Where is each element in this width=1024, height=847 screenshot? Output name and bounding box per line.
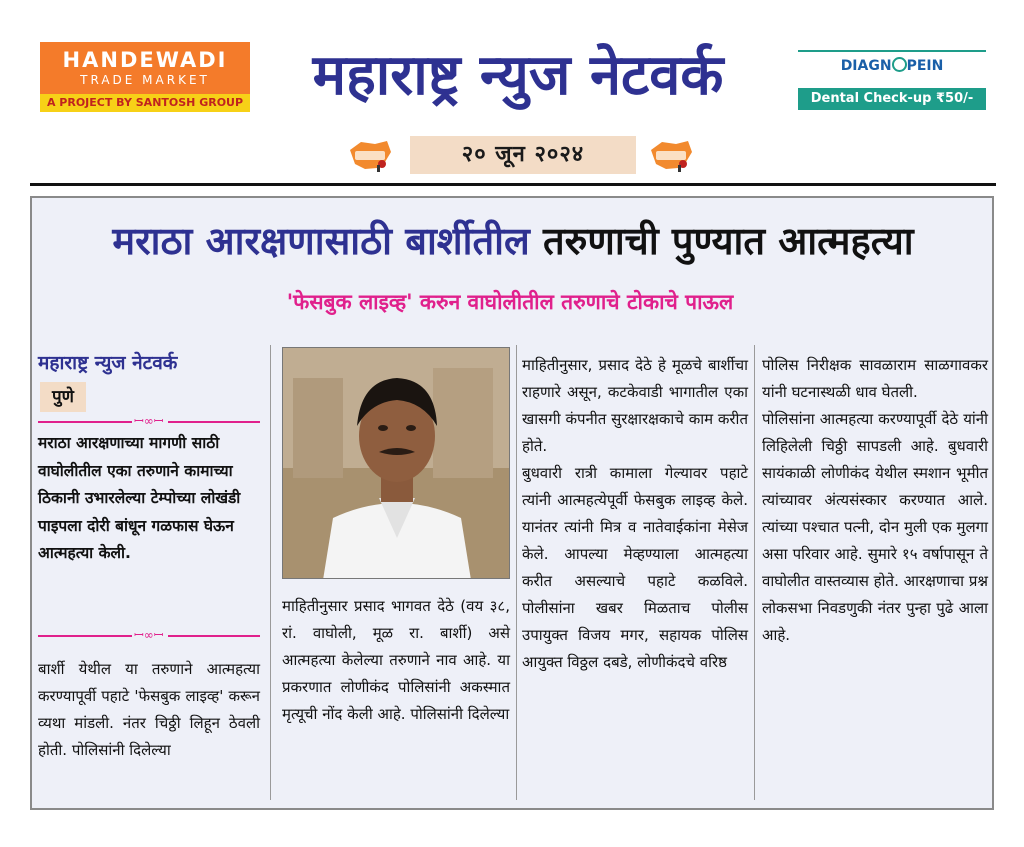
column-3-paragraph-2: बुधवारी रात्री कामाला गेल्यावर पहाटे त्यांनी आत्महत्येपूर्वी फेसबुक लाइव्ह केले. यानंतर त्यांनी मित्र व नातेवाईकांना मेसेज केले. आपल्या मेव्हण्याला आत्महत्या करीत असल्याचे पहाटे कळविले. पोलीसांना खबर मिळताच पोलीस उपायुक्त विजय मगर, सहायक पोलिस आयुक्त विठ्ठल दबडे, लोणीकंदचे वरिष्ठ [522, 464, 748, 671]
brand-suffix: PEIN [906, 58, 944, 74]
news-logo-right-icon [648, 138, 694, 172]
column-4-paragraph-2: पोलिसांना आत्महत्या करण्यापूर्वी देठे यांनी लिहिलेली चिठ्ठी सापडली आहे. बुधवारी सायंकाळी लोणीकंद येथील स्मशान भूमीत त्यांच्यावर अंत्यसंस्कार करण्यात आले. त्यांच्या पश्चात पत्नी, दोन मुली एक मुलगा असा परिवार आहे. सुमारे १५ वर्षापासून ते वाघोलीत वास्तव्यास होते. आरक्षणाचा प्रश्न लोकसभा निवडणुकी नंतर पुन्हा पुढे आला आहे. [762, 410, 988, 644]
column-2-paragraph: माहितीनुसार प्रसाद भागवत देठे (वय ३८, रां. वाघोली, मूळ रा. बार्शी) असे आत्महत्या केलेल्या तरुणाने नाव आहे. या प्रकरणात लोणीकंद पोलिसांनी अकस्मात मृत्यूची नोंद केली आहे. पोलिसांनी दिलेल्या [282, 597, 510, 723]
byline: महाराष्ट्र न्युज नेटवर्क [38, 352, 178, 374]
brand-o-icon [892, 57, 907, 72]
handewadi-ad-title: HANDEWADI [62, 48, 228, 72]
column-2-body [282, 593, 510, 728]
news-logo-left-icon [347, 138, 393, 172]
column-1-body [38, 656, 260, 764]
masthead-title: महाराष्ट्र न्युज नेटवर्क [312, 43, 724, 108]
diagnopein-brand [798, 56, 986, 76]
brand-prefix: DIAGN [840, 58, 892, 74]
column-3-body [522, 352, 748, 676]
handewadi-ad-tagline: A PROJECT BY SANTOSH GROUP [40, 94, 250, 112]
column-separator-3 [754, 345, 755, 800]
column-1-paragraph: बार्शी येथील या तरुणाने आत्महत्या करण्यापूर्वी पहाटे 'फेसबुक लाइव्ह' करून व्यथा मांडली. नंतर चिठ्ठी लिहून ठेवली होती. पोलिसांनी दिलेल्या [38, 660, 260, 759]
headline-part-black: तरुणाची पुण्यात आत्महत्या [542, 219, 914, 263]
dental-offer: Dental Check-up ₹50/- [798, 88, 986, 110]
ornament-divider-top: ꟷ∞ꟷ [38, 416, 260, 428]
column-4-paragraph-1: पोलिस निरीक्षक सावळाराम साळगावकर यांनी घटनास्थळी धाव घेतली. [762, 356, 988, 401]
article-subheadline: 'फेसबुक लाइव्ह' करुन वाघोलीतील तरुणाचे टोकाचे पाऊल [286, 290, 734, 314]
issue-date: २० जून २०२४ [410, 136, 636, 174]
diagnopein-ad[interactable] [798, 50, 986, 108]
handewadi-ad-subtitle: TRADE MARKET [80, 73, 210, 87]
handewadi-ad-top [40, 42, 250, 94]
ornament-divider-bottom: ꟷ∞ꟷ [38, 630, 260, 642]
handewadi-ad[interactable] [40, 42, 250, 114]
headline-part-blue: मराठा आरक्षणासाठी बार्शीतील [112, 219, 543, 263]
column-separator-2 [516, 345, 517, 800]
column-4-body [762, 352, 988, 649]
ad-top-rule [798, 50, 986, 52]
article-lead: मराठा आरक्षणाच्या मागणी साठी वाघोलीतील एका तरुणाने कामाच्या ठिकानी उभारलेल्या टेम्पोच्या लोखंडी पाइपला दोरी बांधून गळफास घेऊन आत्महत्या केली. [38, 434, 241, 562]
masthead-rule [30, 183, 996, 186]
article-headline [38, 206, 988, 276]
column-3-paragraph-1: माहितीनुसार, प्रसाद देठे हे मूळचे बार्शीचा राहणारे असून, कटकेवाडी भागातील एका खासगी कंपनीत सुरक्षारक्षकाचे काम करीत होते. [522, 356, 748, 455]
column-separator-1 [270, 345, 271, 800]
dateline-location: पुणे [40, 382, 86, 412]
article-photo [282, 347, 510, 579]
portrait-image [283, 348, 510, 579]
